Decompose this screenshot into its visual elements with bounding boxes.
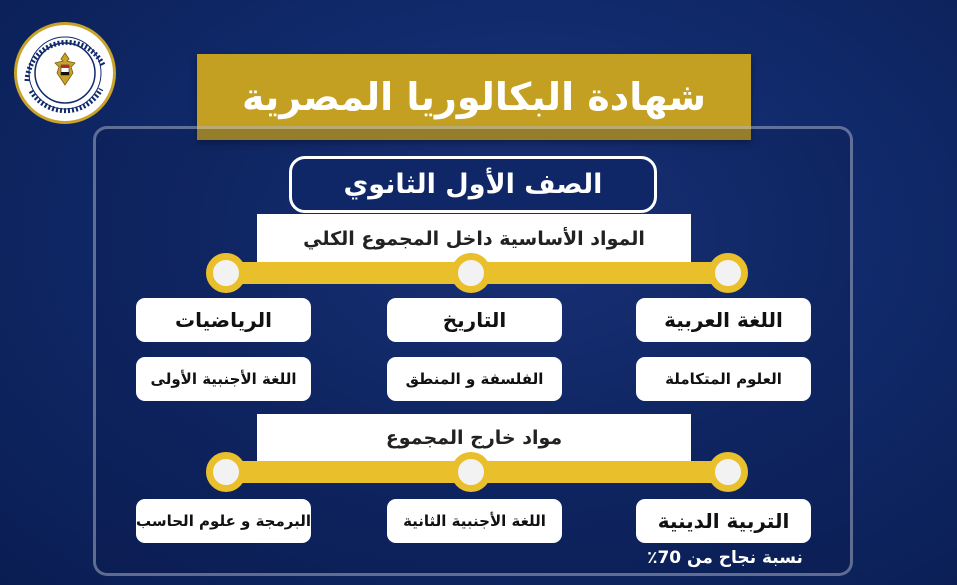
page-title: شهادة البكالوريا المصرية (242, 75, 706, 119)
subject-arabic-label: اللغة العربية (664, 308, 783, 332)
connector-node-right-2 (708, 452, 748, 492)
grade-label: الصف الأول الثانوي (343, 169, 603, 200)
connector-node-left (206, 253, 246, 293)
core-subjects-heading: المواد الأساسية داخل المجموع الكلي (303, 228, 645, 250)
subject-history (387, 298, 562, 342)
subject-first-foreign-language-label: اللغة الأجنبية الأولى (150, 370, 297, 388)
ministry-logo (14, 22, 116, 124)
subject-religion (636, 499, 811, 543)
extra-subjects-heading: مواد خارج المجموع (385, 427, 563, 449)
subject-religion-label: التربية الدينية (657, 509, 790, 533)
grade-box (289, 156, 657, 213)
connector-node-right (708, 253, 748, 293)
subject-programming-label: البرمجة و علوم الحاسب (135, 512, 312, 530)
subject-programming (136, 499, 311, 543)
subject-integrated-science-label: العلوم المتكاملة (665, 370, 782, 388)
subject-math (136, 298, 311, 342)
subject-philosophy-logic-label: الفلسفة و المنطق (405, 370, 544, 388)
connector-node-left-2 (206, 452, 246, 492)
subject-philosophy-logic (387, 357, 562, 401)
subject-second-foreign-language (387, 499, 562, 543)
subject-first-foreign-language (136, 357, 311, 401)
subject-math-label: الرياضيات (175, 308, 272, 332)
connector-node-center-2 (451, 452, 491, 492)
subject-arabic (636, 298, 811, 342)
pass-rate-note: نسبة نجاح من 70٪ (647, 548, 803, 568)
subject-integrated-science (636, 357, 811, 401)
subject-second-foreign-language-label: اللغة الأجنبية الثانية (403, 512, 546, 530)
subject-history-label: التاريخ (442, 308, 507, 332)
eagle-emblem-icon (51, 51, 79, 91)
connector-node-center (451, 253, 491, 293)
